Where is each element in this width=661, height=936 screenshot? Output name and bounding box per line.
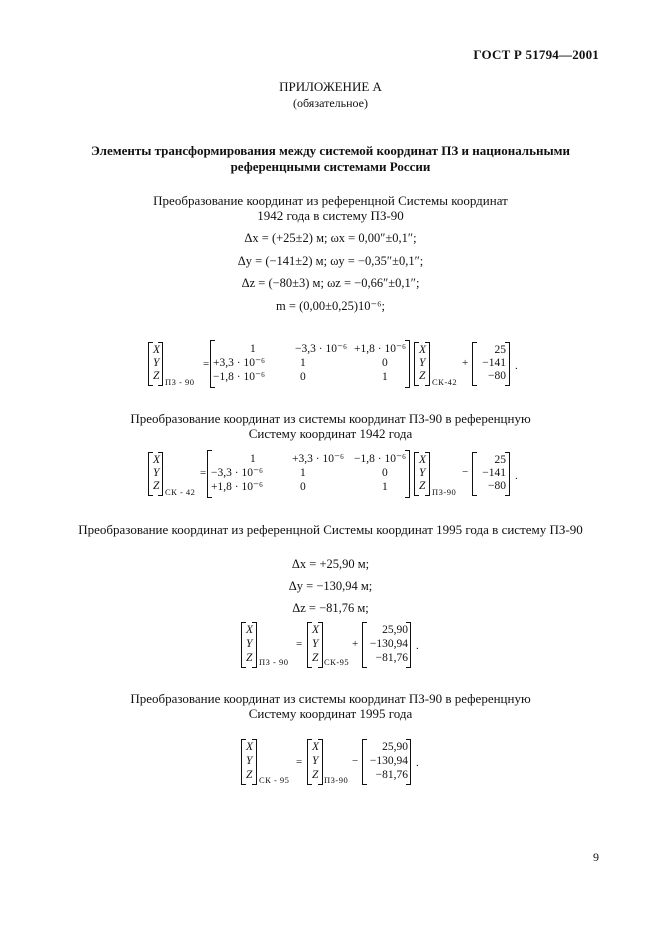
- block4-caption-line1: Преобразование координат из системы координат ПЗ-90 в референцную: [130, 691, 531, 706]
- vec-x: X: [153, 454, 161, 466]
- block1-eq2: Δy = (−141±2) м; ωy = −0,35″±0,1″;: [237, 254, 424, 268]
- matrix-cell: +1,8 · 10⁻⁶: [211, 481, 264, 493]
- vec-x: X: [246, 741, 254, 753]
- vec-x: X: [153, 344, 161, 356]
- plus-operator: +: [352, 638, 359, 650]
- vec-z: Z: [312, 652, 319, 664]
- equals-sign: =: [203, 358, 210, 370]
- matrix-cell: 1: [300, 357, 306, 369]
- minus-operator: −: [462, 466, 469, 478]
- minus-operator: −: [352, 755, 359, 767]
- shift-x: 25,90: [382, 741, 408, 753]
- vec-z: Z: [246, 652, 253, 664]
- vec-y: Y: [153, 357, 160, 369]
- vec-z: Z: [153, 480, 160, 492]
- block2-caption-line1: Преобразование координат из системы координат ПЗ-90 в референцную: [130, 411, 531, 426]
- block1-eq3: Δz = (−80±3) м; ωz = −0,66″±0,1″;: [241, 276, 420, 290]
- matrix-cell: −1,8 · 10⁻⁶: [354, 453, 407, 465]
- block3-eq1: Δx = +25,90 м;: [291, 557, 370, 571]
- vec-z: Z: [419, 480, 426, 492]
- block3-eq3: Δz = −81,76 м;: [292, 601, 369, 615]
- matrix-cell: 1: [382, 481, 388, 493]
- shift-z: −80: [488, 480, 506, 492]
- vec-x: X: [419, 344, 427, 356]
- section-title-line2: референцными системами России: [230, 159, 431, 174]
- equals-sign: =: [296, 638, 303, 650]
- shift-x: 25: [494, 454, 506, 466]
- section-title-line1: Элементы трансформирования между системой координат ПЗ и национальными: [91, 143, 570, 158]
- block3-caption: Преобразование координат из референцной Системы координат 1995 года в систему ПЗ-90: [78, 522, 583, 537]
- shift-y: −141: [482, 357, 506, 369]
- vec-x: X: [246, 624, 254, 636]
- block3-eq2: Δy = −130,94 м;: [288, 579, 373, 593]
- shift-z: −81,76: [375, 769, 408, 781]
- lhs-subscript: ПЗ - 90: [165, 377, 195, 387]
- matrix-cell: 0: [382, 467, 388, 479]
- period: .: [515, 470, 518, 482]
- appendix-title: ПРИЛОЖЕНИЕ А: [279, 79, 382, 94]
- matrix-cell: 0: [300, 371, 306, 383]
- vec-y: Y: [419, 357, 426, 369]
- lhs-subscript: ПЗ - 90: [259, 657, 289, 667]
- shift-x: 25: [494, 344, 506, 356]
- matrix-cell: −1,8 · 10⁻⁶: [213, 371, 266, 383]
- vec-z: Z: [312, 769, 319, 781]
- appendix-status: (обязательное): [293, 96, 368, 110]
- vec-y: Y: [312, 638, 319, 650]
- matrix-cell: −3,3 · 10⁻⁶: [295, 343, 348, 355]
- block2-caption-line2: Систему координат 1942 года: [248, 426, 413, 441]
- matrix-cell: −3,3 · 10⁻⁶: [211, 467, 264, 479]
- shift-y: −130,94: [369, 755, 408, 767]
- lhs-subscript: СК - 42: [165, 487, 196, 497]
- matrix-cell: 1: [250, 453, 256, 465]
- vec-y: Y: [246, 638, 253, 650]
- block1-caption-line2: 1942 года в систему ПЗ-90: [257, 208, 404, 223]
- block1-eq4: m = (0,00±0,25)10⁻⁶;: [276, 299, 385, 313]
- vec-x: X: [312, 624, 320, 636]
- vec-z: Z: [153, 370, 160, 382]
- matrix-cell: 0: [300, 481, 306, 493]
- period: .: [416, 757, 419, 769]
- matrix-cell: 0: [382, 357, 388, 369]
- matrix-cell: +3,3 · 10⁻⁶: [213, 357, 266, 369]
- equals-sign: =: [296, 756, 303, 768]
- block1-eq1: Δx = (+25±2) м; ωx = 0,00″±0,1″;: [244, 231, 417, 245]
- vec-y: Y: [246, 755, 253, 767]
- vec-z: Z: [246, 769, 253, 781]
- shift-x: 25,90: [382, 624, 408, 636]
- plus-operator: +: [462, 357, 469, 369]
- rhs-subscript: СК-95: [324, 657, 350, 667]
- document-code: ГОСТ Р 51794—2001: [473, 47, 599, 62]
- rhs-subscript: ПЗ-90: [324, 775, 349, 785]
- block1-caption-line1: Преобразование координат из референцной Системы координат: [153, 193, 508, 208]
- matrix-cell: +1,8 · 10⁻⁶: [354, 343, 407, 355]
- vec-x: X: [312, 741, 320, 753]
- matrix-cell: +3,3 · 10⁻⁶: [292, 453, 345, 465]
- matrix-cell: 1: [300, 467, 306, 479]
- shift-y: −130,94: [369, 638, 408, 650]
- shift-y: −141: [482, 467, 506, 479]
- matrix-cell: 1: [382, 371, 388, 383]
- lhs-subscript: СК - 95: [259, 775, 290, 785]
- vec-z: Z: [419, 370, 426, 382]
- period: .: [416, 640, 419, 652]
- vec-x: X: [419, 454, 427, 466]
- rhs-subscript: СК-42: [432, 377, 458, 387]
- vec-y: Y: [312, 755, 319, 767]
- vec-y: Y: [419, 467, 426, 479]
- shift-z: −80: [488, 370, 506, 382]
- shift-z: −81,76: [375, 652, 408, 664]
- period: .: [515, 360, 518, 372]
- page-number: 9: [593, 850, 599, 864]
- matrix-cell: 1: [250, 343, 256, 355]
- vec-y: Y: [153, 467, 160, 479]
- equals-sign: =: [200, 467, 207, 479]
- rhs-subscript: ПЗ-90: [432, 487, 457, 497]
- block4-caption-line2: Систему координат 1995 года: [248, 706, 413, 721]
